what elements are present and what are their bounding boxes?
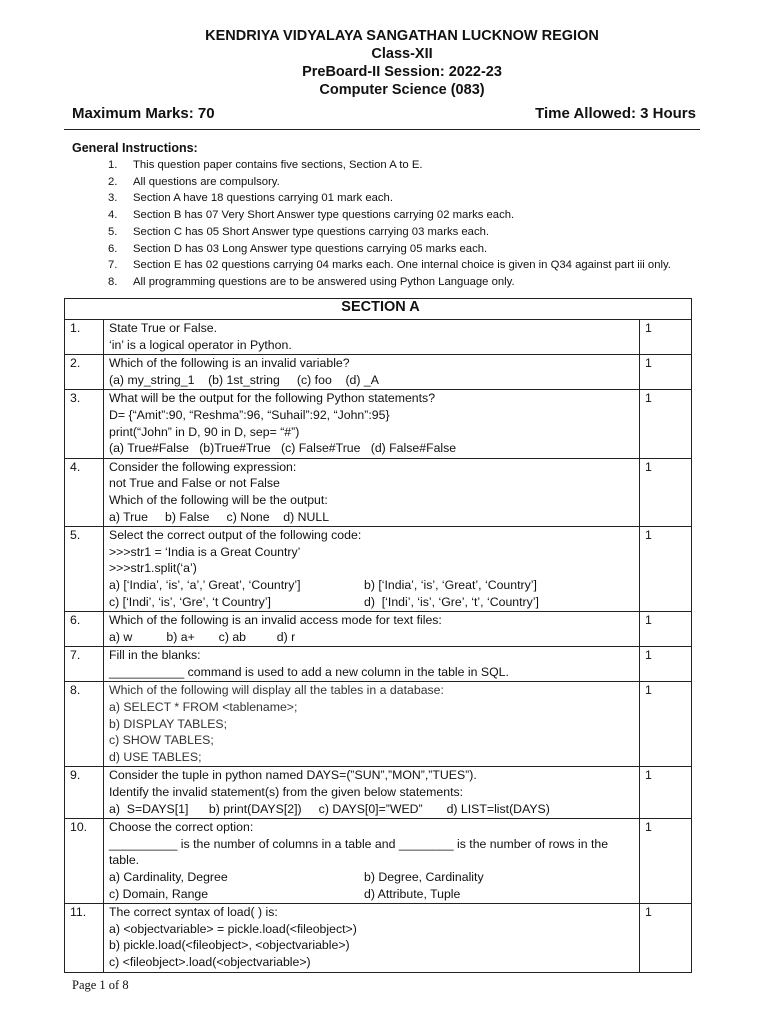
instruction-number: 6. (108, 242, 118, 255)
question-text (104, 819, 640, 904)
question-marks: 1 (640, 767, 692, 819)
question-number: 1. (65, 320, 104, 355)
question-line: a) w b) a+ c) ab d) r (109, 629, 296, 644)
question-line: table. (109, 853, 140, 868)
instruction-text: All questions are compulsory. (133, 175, 280, 188)
question-line: Which of the following will be the output: (109, 492, 328, 507)
option-text: d) [‘Indi’, ‘is’, ‘Gre’, ‘t’, ‘Country’] (364, 594, 539, 609)
instruction-item (108, 157, 671, 174)
question-row (65, 458, 692, 526)
question-row (65, 682, 692, 767)
option-pair (109, 577, 639, 594)
question-marks: 1 (640, 612, 692, 647)
question-marks: 1 (640, 819, 692, 904)
question-line: Which of the following is an invalid access mode for text files: (109, 613, 442, 628)
instruction-number: 4. (108, 209, 118, 222)
question-line: d) USE TABLES; (109, 749, 202, 764)
exam-meta (72, 105, 696, 122)
instruction-item (108, 174, 671, 191)
instruction-item (108, 274, 671, 291)
option-text: b) Degree, Cardinality (364, 870, 484, 884)
question-row (65, 819, 692, 904)
option-text: d) Attribute, Tuple (364, 886, 461, 901)
question-number: 10. (65, 819, 104, 904)
question-row (65, 612, 692, 647)
question-row (65, 355, 692, 390)
question-line: ‘in’ is a logical operator in Python. (109, 337, 292, 352)
question-line: a) S=DAYS[1] b) print(DAYS[2]) c) DAYS[0]=”WED” d) LIST=list(DAYS) (109, 801, 550, 816)
question-row (65, 320, 692, 355)
question-marks: 1 (640, 355, 692, 390)
question-row (65, 527, 692, 612)
instruction-text: Section C has 05 Short Answer type questions carrying 03 marks each. (133, 225, 490, 238)
question-line: What will be the output for the following Python statements? (109, 391, 436, 406)
question-line: c) SHOW TABLES; (109, 733, 214, 748)
question-text (104, 320, 640, 355)
question-line: b) DISPLAY TABLES; (109, 716, 228, 731)
question-line: >>>str1.split(‘a’) (109, 561, 197, 576)
question-number: 4. (65, 458, 104, 526)
question-text (104, 767, 640, 819)
question-line: Fill in the blanks: (109, 648, 201, 663)
question-number: 2. (65, 355, 104, 390)
instruction-number: 8. (108, 275, 118, 288)
question-line: Identify the invalid statement(s) from the given below statements: (109, 785, 464, 800)
instruction-number: 1. (108, 159, 118, 171)
question-line: Consider the tuple in python named DAYS=(”SUN”,”MON”,”TUES”). (109, 768, 477, 783)
option-text: c) [‘Indi’, ‘is’, ‘Gre’, ‘t Country’] (109, 594, 271, 609)
instruction-text: Section A have 18 questions carrying 01 mark each. (133, 192, 393, 205)
question-number: 8. (65, 682, 104, 767)
instruction-item (108, 190, 671, 207)
option-pair (109, 869, 639, 886)
instruction-text: Section E has 02 questions carrying 04 marks each. One internal choice is given in Q34 against part iii only. (133, 259, 671, 272)
org-title: KENDRIYA VIDYALAYA SANGATHAN LUCKNOW REGION (205, 28, 599, 44)
instruction-text: Section D has 03 Long Answer type questions carrying 05 marks each. (133, 242, 488, 255)
question-marks: 1 (640, 904, 692, 972)
question-line: c) <fileobject>.load(<objectvariable>) (109, 954, 311, 969)
question-line: a) SELECT * FROM <tablename>; (109, 700, 298, 715)
question-marks: 1 (640, 320, 692, 355)
question-line: The correct syntax of load( ) is: (109, 905, 278, 920)
question-line: Choose the correct option: (109, 820, 254, 835)
question-line: a) True b) False c) None d) NULL (109, 509, 330, 524)
question-number: 11. (65, 904, 104, 972)
instruction-number: 5. (108, 225, 118, 238)
option-pair (109, 886, 639, 903)
instruction-item (108, 241, 671, 258)
class-title: Class-XII (371, 46, 433, 62)
question-marks: 1 (640, 458, 692, 526)
time-allowed: Time Allowed: 3 Hours (535, 105, 696, 122)
question-number: 5. (65, 527, 104, 612)
question-number: 9. (65, 767, 104, 819)
instruction-number: 2. (108, 175, 118, 188)
question-line: __________ is the number of columns in a table and ________ is the number of rows in the (109, 836, 609, 851)
question-row (65, 767, 692, 819)
paper-header (0, 27, 768, 99)
option-text: c) Domain, Range (109, 886, 209, 901)
instruction-number: 7. (108, 259, 118, 272)
question-row (65, 904, 692, 972)
question-row (65, 390, 692, 458)
question-line: (a) True#False (b)True#True (c) False#True (d) False#False (109, 441, 457, 456)
question-line: State True or False. (109, 321, 217, 335)
question-line: print(“John” in D, 90 in D, sep= “#”) (109, 424, 300, 439)
section-title: SECTION A (65, 299, 692, 320)
session-title: PreBoard-II Session: 2022-23 (302, 64, 502, 80)
question-number: 6. (65, 612, 104, 647)
option-text: b) [‘India’, ‘is’, ‘Great’, ‘Country’] (364, 577, 537, 592)
option-text: a) [‘India’, ‘is’, ‘a’,’ Great’, ‘Country’] (109, 577, 301, 592)
question-row (65, 647, 692, 682)
question-line: ___________ command is used to add a new column in the table in SQL. (109, 664, 509, 679)
section-header-row (65, 299, 692, 320)
question-line: b) pickle.load(<fileobject>, <objectvariable>) (109, 938, 350, 953)
question-text (104, 682, 640, 767)
instructions-title: General Instructions: (72, 141, 198, 155)
instruction-number: 3. (108, 192, 118, 205)
option-text: a) Cardinality, Degree (109, 870, 228, 884)
instruction-item (108, 224, 671, 241)
instructions-list (108, 157, 671, 291)
question-line: Which of the following is an invalid variable? (109, 356, 350, 371)
question-line: not True and False or not False (109, 476, 280, 491)
question-line: D= {“Amit”:90, “Reshma”:96, “Suhail”:92, “John”:95} (109, 407, 390, 422)
question-line: Consider the following expression: (109, 459, 297, 474)
question-text (104, 647, 640, 682)
question-marks: 1 (640, 527, 692, 612)
option-pair (109, 594, 639, 611)
question-marks: 1 (640, 390, 692, 458)
subject-title: Computer Science (083) (319, 82, 485, 98)
question-line: (a) my_string_1 (b) 1st_string (c) foo (d) _A (109, 372, 379, 387)
instruction-text: This question paper contains five sections, Section A to E. (133, 159, 423, 171)
question-number: 7. (65, 647, 104, 682)
question-marks: 1 (640, 647, 692, 682)
question-text (104, 458, 640, 526)
question-line: Which of the following will display all the tables in a database: (109, 683, 444, 698)
question-line: Select the correct output of the following code: (109, 528, 362, 543)
max-marks: Maximum Marks: 70 (72, 105, 215, 122)
question-text (104, 527, 640, 612)
question-line: a) <objectvariable> = pickle.load(<fileobject>) (109, 921, 357, 936)
question-marks: 1 (640, 682, 692, 767)
question-text (104, 390, 640, 458)
instruction-text: Section B has 07 Very Short Answer type questions carrying 02 marks each. (133, 209, 515, 222)
header-rule (64, 129, 700, 130)
question-line: >>>str1 = ‘India is a Great Country’ (109, 544, 301, 559)
instruction-text: All programming questions are to be answered using Python Language only. (133, 275, 515, 288)
question-text (104, 355, 640, 390)
question-text (104, 612, 640, 647)
question-text (104, 904, 640, 972)
page-number: Page 1 of 8 (72, 978, 129, 992)
section-a-table (64, 298, 692, 973)
question-number: 3. (65, 390, 104, 458)
instruction-item (108, 207, 671, 224)
instruction-item (108, 257, 671, 274)
